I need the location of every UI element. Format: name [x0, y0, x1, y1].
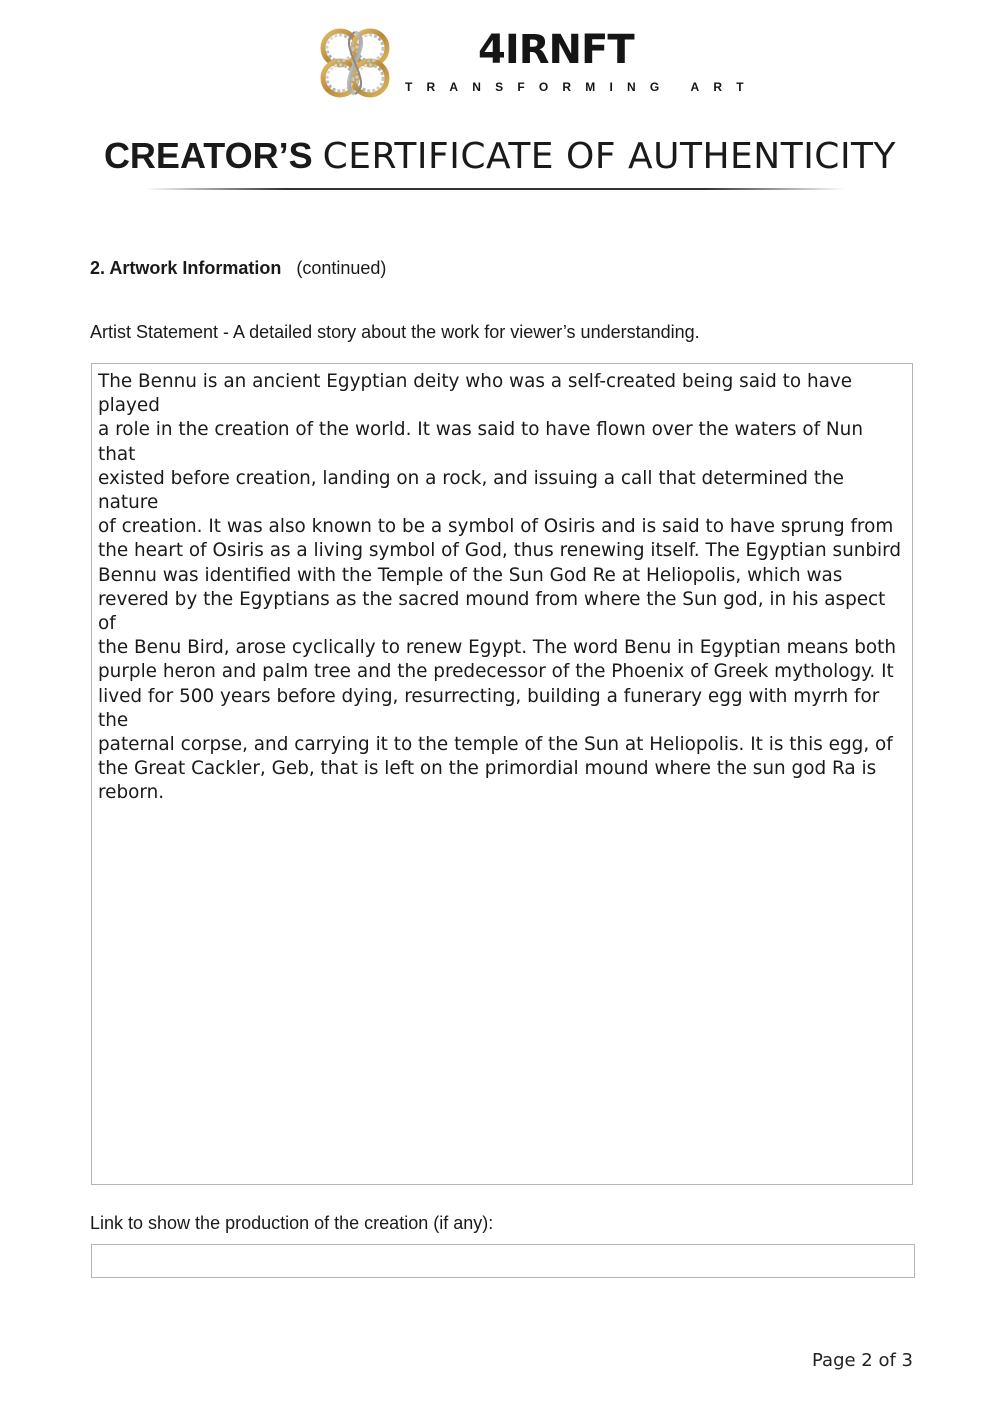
production-link-field[interactable] [91, 1244, 915, 1278]
certificate-title-bold: CREATOR’S [103, 135, 313, 176]
section-heading [90, 258, 386, 279]
brand-tagline: TRANSFORMING ART [405, 80, 758, 94]
artist-statement-label: Artist Statement - A detailed story about the work for viewer’s understanding. [90, 322, 700, 342]
certificate-title [0, 135, 1000, 177]
section-heading-continued: (continued) [296, 258, 387, 278]
artist-statement-field[interactable] [91, 363, 913, 1185]
artist-statement-text: The Bennu is an ancient Egyptian deity who was a self-created being said to have played a role in the creation of the world. It was said to have flown over the waters of Nun that existed before creation, landing on a rock, and issuing a call that determined the nature of creation. It was also known to be a symbol of Osiris and is said to have sprung from the heart of Osiris as a living symbol of God, thus renewing itself. The Egyptian sunbird Bennu was identified with the Temple of the Sun God Re at Heliopolis, which was revered by the Egyptians as the sacred mound from where the Sun god, in his aspect of the Benu Bird, arose cyclically to renew Egypt. The word Benu in Egyptian means both purple heron and palm tree and the predecessor of the Phoenix of Greek mythology. It lived for 500 years before dying, resurrecting, building a funerary egg with myrrh for the paternal corpse, and carrying it to the temple of the Sun at Heliopolis. It is this egg, of the Great Cackler, Geb, that is left on the primordial mound where the sun god Ra is reborn. [98, 371, 902, 804]
section-heading-title: 2. Artwork Information [90, 258, 282, 278]
certificate-title-light: CERTIFICATE OF AUTHENTICITY [322, 136, 897, 177]
page-number: Page 2 of 3 [812, 1350, 913, 1371]
document-header [0, 0, 1000, 200]
interlocking-rings-logo-icon [316, 24, 394, 102]
brand-name: 4IRNFT [478, 27, 634, 73]
production-link-label: Link to show the production of the creation (if any): [90, 1213, 494, 1233]
title-divider [145, 188, 845, 190]
